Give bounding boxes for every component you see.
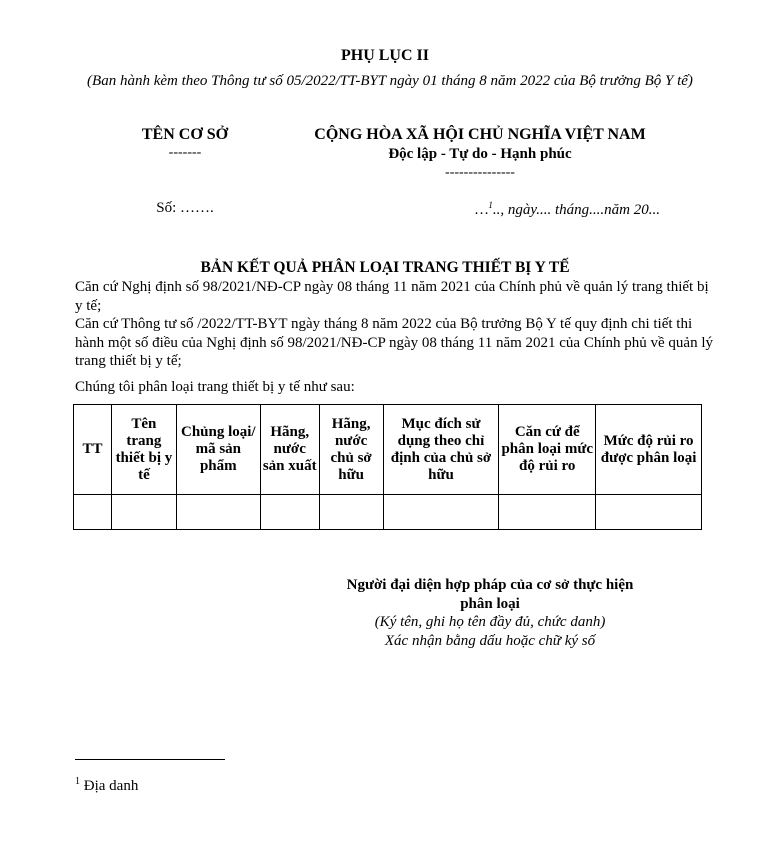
header-product-type: Chủng loại/ mã sản phẩm xyxy=(176,405,260,495)
table-cell[interactable] xyxy=(176,495,260,530)
national-divider: --------------- xyxy=(445,165,515,180)
legal-basis-decree: Căn cứ Nghị định số 98/2021/NĐ-CP ngày 08 tháng 11 năm 2021 của Chính phủ về quản lý trang thiết bị y tế; xyxy=(75,279,709,314)
national-title: CỘNG HÒA XÃ HỘI CHỦ NGHĨA VIỆT NAM xyxy=(314,126,646,143)
footnote xyxy=(75,776,138,795)
signature-title: Người đại diện hợp pháp của cơ sở thực hiện phân loại xyxy=(346,577,634,612)
date-placeholder: .., ngày.... tháng....năm 20... xyxy=(492,202,660,218)
footnote-reference: 1 xyxy=(488,200,493,210)
document-number: Số: ……. xyxy=(156,200,214,216)
signature-instruction: (Ký tên, ghi họ tên đầy đủ, chức danh) xyxy=(374,614,606,630)
classification-intro: Chúng tôi phân loại trang thiết bị y tế như sau: xyxy=(75,379,355,395)
table-cell[interactable] xyxy=(319,495,383,530)
national-motto: Độc lập - Tự do - Hạnh phúc xyxy=(388,146,572,162)
organization-divider: ------- xyxy=(168,145,202,160)
appendix-subtitle: (Ban hành kèm theo Thông tư số 05/2022/TT-BYT ngày 01 tháng 8 năm 2022 của Bộ trưởng Bộ Y tế) xyxy=(87,73,693,89)
footnote-text: Địa danh xyxy=(80,778,139,794)
footnote-separator xyxy=(75,759,225,760)
table-header-row xyxy=(74,405,702,495)
table-cell[interactable] xyxy=(260,495,319,530)
header-risk-level: Mức độ rủi ro được phân loại xyxy=(596,405,702,495)
table-cell[interactable] xyxy=(383,495,499,530)
place-placeholder: … xyxy=(475,202,489,218)
table-row xyxy=(74,495,702,530)
signature-confirmation: Xác nhận bằng dấu hoặc chữ ký số xyxy=(384,633,596,649)
header-device-name: Tên trang thiết bị y tế xyxy=(111,405,176,495)
header-manufacturer: Hãng, nước sản xuất xyxy=(260,405,319,495)
header-classification-basis: Căn cứ để phân loại mức độ rủi ro xyxy=(499,405,596,495)
document-heading: BẢN KẾT QUẢ PHÂN LOẠI TRANG THIẾT BỊ Y TẾ xyxy=(200,259,570,276)
header-tt: TT xyxy=(74,405,112,495)
footnote-number: 1 xyxy=(75,776,80,787)
table-cell[interactable] xyxy=(111,495,176,530)
table-cell[interactable] xyxy=(499,495,596,530)
appendix-title: PHỤ LỤC II xyxy=(340,47,429,64)
place-date xyxy=(400,200,660,219)
header-owner: Hãng, nước chủ sở hữu xyxy=(319,405,383,495)
classification-table xyxy=(73,404,702,530)
legal-basis-circular: Căn cứ Thông tư số /2022/TT-BYT ngày tháng 8 năm 2022 của Bộ trưởng Bộ Y tế quy định chi tiết thi hành một số điều của Nghị định số 98/2021/NĐ-CP ngày 08 tháng 11 năm 2021 của Chính phủ về quản lý trang thiết bị y tế; xyxy=(75,316,713,369)
table-cell[interactable] xyxy=(596,495,702,530)
header-intended-use: Mục đích sử dụng theo chỉ định của chủ sở hữu xyxy=(383,405,499,495)
organization-name: TÊN CƠ SỞ xyxy=(141,126,229,143)
table-cell[interactable] xyxy=(74,495,112,530)
